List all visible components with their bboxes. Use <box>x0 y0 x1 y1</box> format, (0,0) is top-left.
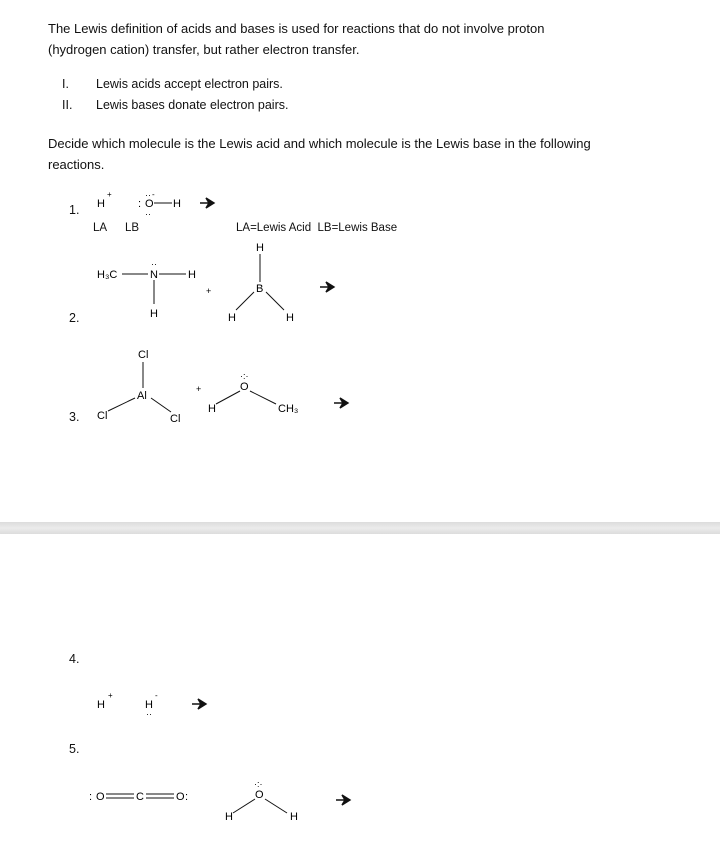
al-cl-bond-right <box>151 398 171 412</box>
methanol-o-c-bond <box>250 391 276 404</box>
proton-symbol: H <box>97 699 105 711</box>
reaction-3-structures <box>97 349 348 425</box>
water-h-right: H <box>290 811 298 823</box>
definition-2-text: Lewis bases donate electron pairs. <box>96 98 289 112</box>
co2-lone-pair-right: : <box>185 791 189 803</box>
reaction-5-arrow <box>336 795 350 805</box>
nitrogen-lone-pair: ·· <box>151 259 157 269</box>
b-h-bond-left <box>236 292 254 310</box>
alcl3-aluminium: Al <box>137 390 147 402</box>
hydroxide-lone-pair-left: : <box>138 198 142 210</box>
reaction-5-number: 5. <box>69 742 80 756</box>
reaction-3-plus: + <box>196 384 202 394</box>
al-cl-bond-left <box>108 398 135 411</box>
methanol-ch3: CH₃ <box>278 403 299 415</box>
reaction-1-answer-lb: LB <box>125 222 140 234</box>
reaction-4-arrow <box>192 699 206 709</box>
alcl3-cl-left: Cl <box>97 410 108 422</box>
hydride-charge: - <box>155 691 158 700</box>
instruction-line-1: Decide which molecule is the Lewis acid and which molecule is the Lewis base in the following <box>48 136 591 151</box>
reaction-5-structures <box>89 779 350 823</box>
borane-h-top: H <box>256 242 264 254</box>
reaction-4-number: 4. <box>69 652 80 666</box>
methylamine-h-bottom: H <box>150 308 158 320</box>
methylamine-h-right: H <box>188 269 196 281</box>
co2-carbon: C <box>136 791 144 803</box>
reaction-2-structures <box>97 242 334 324</box>
b-h-bond-right <box>266 292 284 310</box>
instruction-line-2: reactions. <box>48 157 105 172</box>
hydroxide-lone-pair-top: ·· <box>145 190 151 200</box>
hydride-lone-pair: ·· <box>146 709 152 719</box>
co2-oxygen-right: O <box>176 791 185 803</box>
reaction-1-arrow <box>200 198 214 208</box>
hydroxide-lone-pair-bottom: ·· <box>145 209 151 219</box>
definition-2-marker: II. <box>62 98 73 112</box>
water-h-o-bond-right <box>265 799 287 813</box>
borane-h-left: H <box>228 312 236 324</box>
methanol-h-o-bond <box>216 391 240 404</box>
borane-boron: B <box>256 283 264 295</box>
hydroxide-charge: - <box>152 190 155 199</box>
methylamine-ch3: H₃C <box>97 269 118 281</box>
methylamine-nitrogen: N <box>150 269 158 281</box>
proton-charge: + <box>108 691 113 700</box>
hydroxide-hydrogen: H <box>173 198 181 210</box>
co2-lone-pair-left: : <box>89 791 93 803</box>
methanol-lone-pairs: ·:· <box>240 371 249 381</box>
reaction-2-plus: + <box>206 286 212 296</box>
methanol-h: H <box>208 403 216 415</box>
borane-h-right: H <box>286 312 294 324</box>
reaction-1-answer-la: LA <box>93 222 108 234</box>
reactions-4-5-drawing <box>0 534 720 856</box>
reaction-4-structures <box>97 691 206 719</box>
reaction-2-number: 2. <box>69 311 80 325</box>
lewis-key: LA=Lewis Acid LB=Lewis Base <box>236 222 398 234</box>
reaction-3-number: 3. <box>69 410 80 424</box>
water-lone-pairs: ·:· <box>254 779 263 789</box>
co2-oxygen-left: O <box>96 791 105 803</box>
alcl3-cl-top: Cl <box>138 349 149 361</box>
methanol-oxygen: O <box>240 381 249 393</box>
water-h-o-bond-left <box>233 799 255 813</box>
reaction-3-arrow <box>334 398 348 408</box>
h-cation-symbol: H <box>97 198 105 210</box>
page-break <box>0 522 720 534</box>
hydroxide-oxygen: O <box>145 198 154 210</box>
reaction-1-structures <box>97 190 214 219</box>
hydride-symbol: H <box>145 699 153 711</box>
intro-line-2: (hydrogen cation) transfer, but rather electron transfer. <box>48 42 360 57</box>
definition-1-text: Lewis acids accept electron pairs. <box>96 77 283 91</box>
reaction-2-arrow <box>320 282 334 292</box>
worksheet-page-2 <box>0 534 720 856</box>
definition-1-marker: I. <box>62 77 69 91</box>
reaction-1-number: 1. <box>69 203 80 217</box>
alcl3-cl-right: Cl <box>170 413 181 425</box>
water-h-left: H <box>225 811 233 823</box>
h-cation-charge: + <box>107 190 112 199</box>
water-oxygen: O <box>255 789 264 801</box>
intro-line-1: The Lewis definition of acids and bases is used for reactions that do not involve proton <box>48 21 545 36</box>
